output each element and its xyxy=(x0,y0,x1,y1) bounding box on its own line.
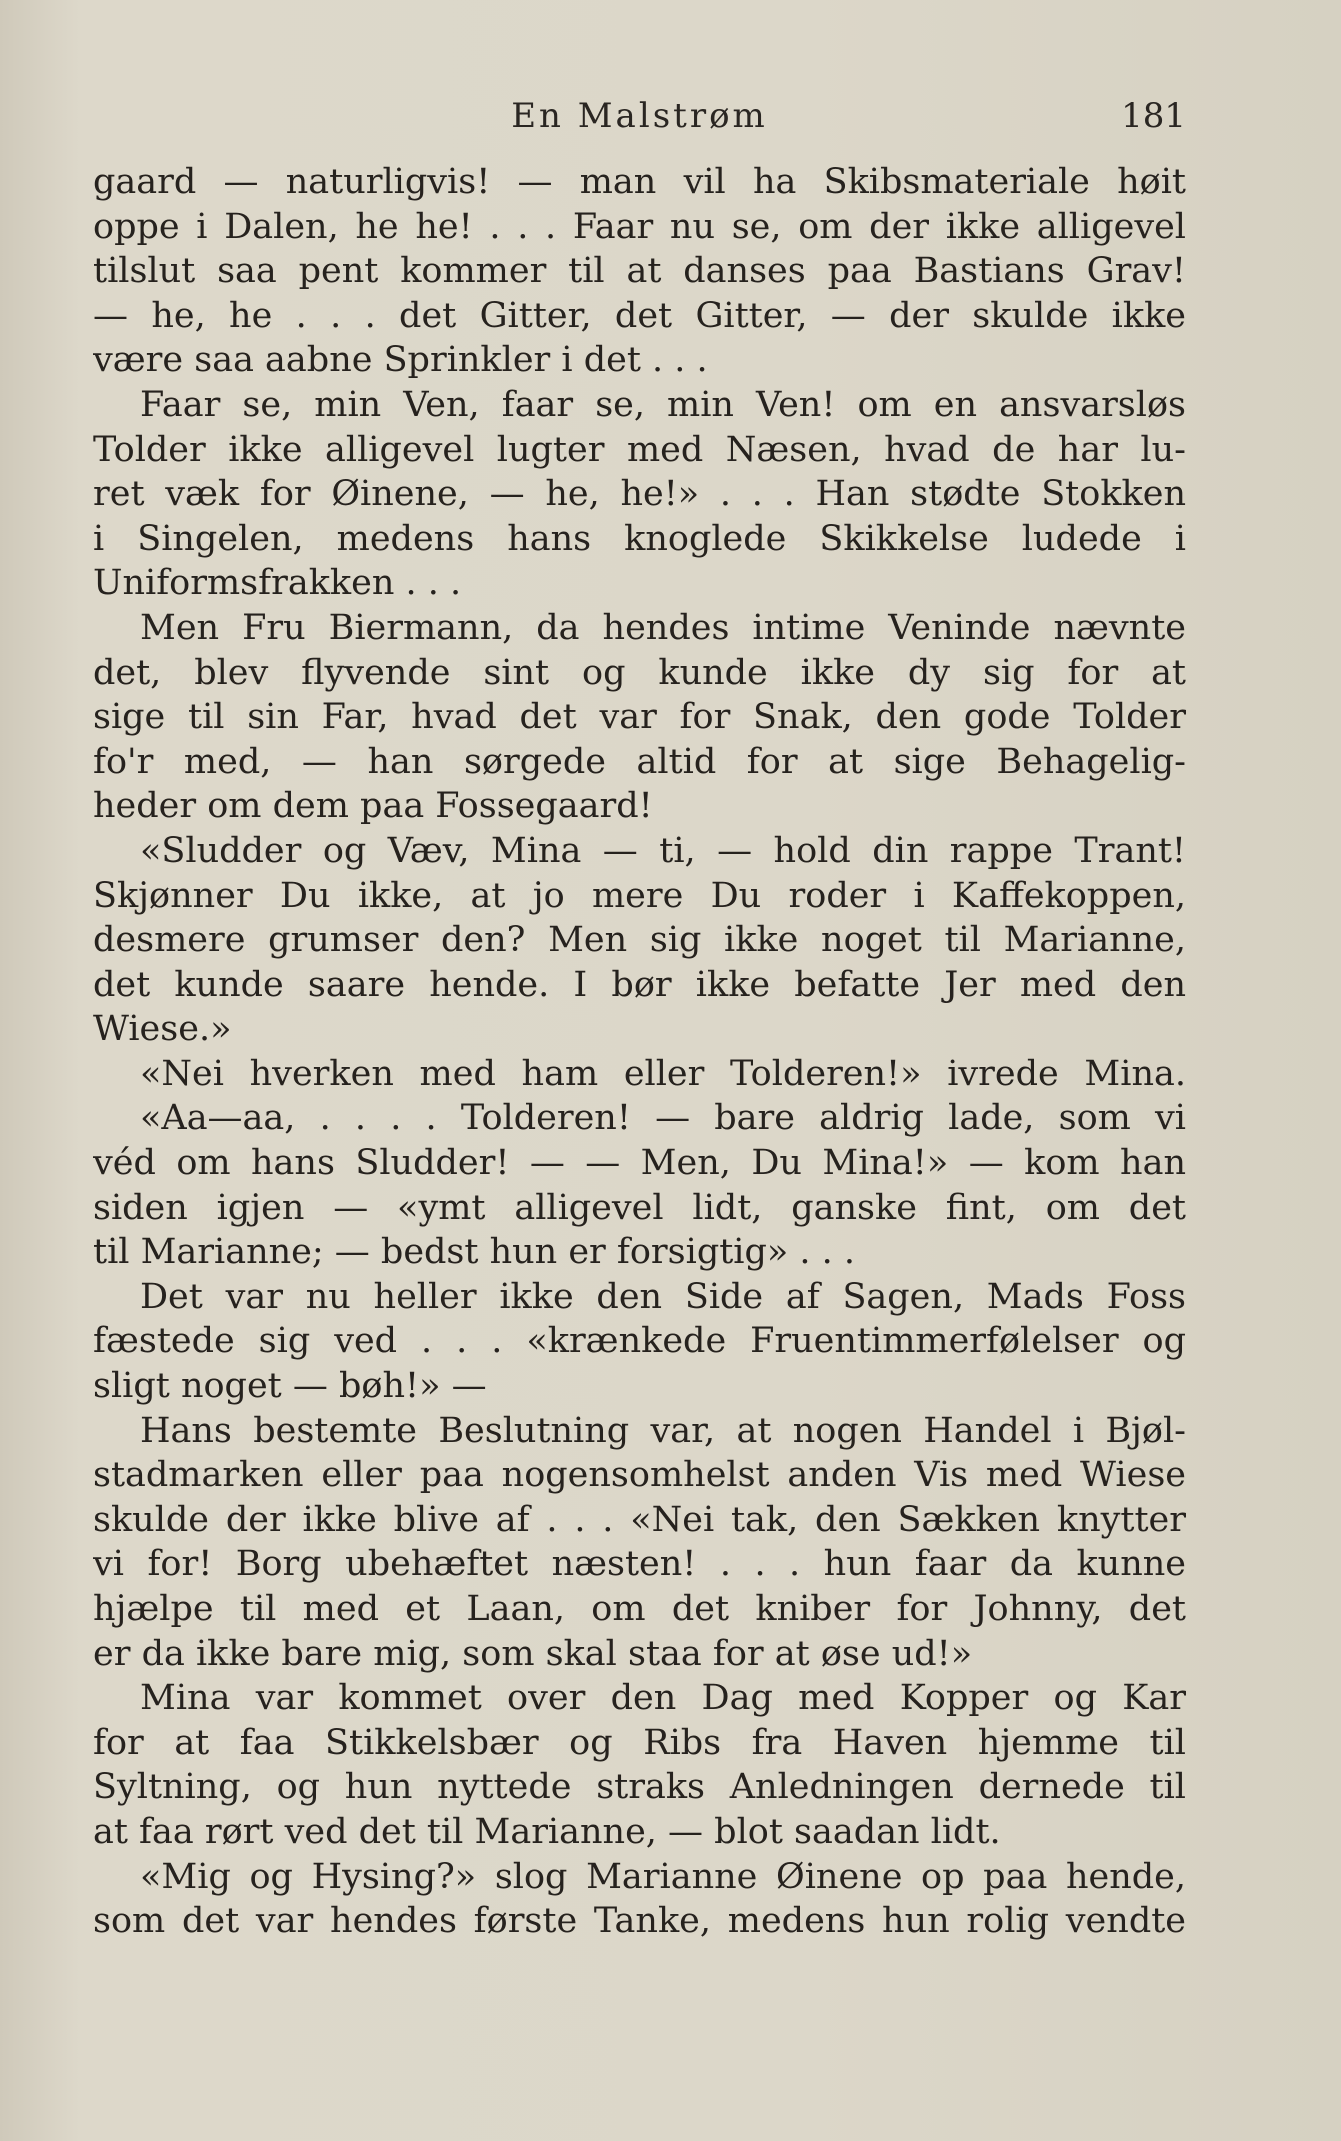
text-line: heder om dem paa Fossegaard! xyxy=(93,786,653,827)
text-line: gaard — naturligvis! — man vil ha Skibsmateriale høit xyxy=(93,162,1186,202)
text-line: fæstede sig ved . . . «krænkede Fruentimmerfølelser og xyxy=(93,1321,1186,1362)
text-line: det, blev flyvende sint og kunde ikke dy sig for at xyxy=(93,652,1186,693)
text-line: Hans bestemte Beslutning var, at nogen Handel i Bjøl- xyxy=(140,1410,1186,1451)
text-line: som det var hendes første Tanke, medens hun rolig vendte xyxy=(93,1901,1186,1942)
text-line: Tolder ikke alligevel lugter med Næsen, hvad de har lu- xyxy=(93,429,1186,470)
text-line: vi for! Borg ubehæftet næsten! . . . hun faar da kunne xyxy=(93,1544,1186,1585)
text-line: være saa aabne Sprinkler i det . . . xyxy=(93,340,708,381)
running-title: En Malstrøm xyxy=(511,96,768,136)
body-text xyxy=(93,160,1186,1944)
text-line: «Sludder og Væv, Mina — ti, — hold din rappe Trant! xyxy=(140,830,1186,871)
text-line: til Marianne; — bedst hun er forsigtig» . . . xyxy=(93,1232,856,1273)
text-line: Men Fru Biermann, da hendes intime Veninde nævnte xyxy=(140,607,1186,648)
text-line: siden igjen — «ymt alligevel lidt, ganske fint, om det xyxy=(93,1187,1186,1228)
text-line: stadmarken eller paa nogensomhelst anden Vis med Wiese xyxy=(93,1455,1186,1496)
page-number: 181 xyxy=(1121,96,1186,136)
text-line: tilslut saa pent kommer til at danses paa Bastians Grav! xyxy=(93,251,1186,292)
text-line: sligt noget — bøh!» — xyxy=(93,1366,487,1407)
text-line: for at faa Stikkelsbær og Ribs fra Haven hjemme til xyxy=(93,1722,1186,1763)
text-line: Uniformsfrakken . . . xyxy=(93,563,462,604)
text-line: Faar se, min Ven, faar se, min Ven! om en ansvarsløs xyxy=(140,384,1186,425)
text-line: det kunde saare hende. I bør ikke befatte Jer med den xyxy=(93,964,1186,1005)
page-header xyxy=(93,96,1186,146)
text-line: oppe i Dalen, he he! . . . Faar nu se, om der ikke alligevel xyxy=(93,206,1186,247)
text-line: Mina var kommet over den Dag med Kopper og Kar xyxy=(140,1678,1186,1719)
text-line: «Mig og Hysing?» slog Marianne Øinene op paa hende, xyxy=(140,1856,1186,1897)
text-line: Skjønner Du ikke, at jo mere Du roder i Kaffekoppen, xyxy=(93,875,1186,916)
text-line: fo'r med, — han sørgede altid for at sige Behagelig- xyxy=(93,741,1186,782)
text-line: desmere grumser den? Men sig ikke noget til Marianne, xyxy=(93,920,1186,961)
text-line: «Aa—aa, . . . . Tolderen! — bare aldrig lade, som vi xyxy=(140,1098,1186,1139)
text-line: sige til sin Far, hvad det var for Snak, den gode Tolder xyxy=(93,697,1186,738)
text-line: at faa rørt ved det til Marianne, — blot saadan lidt. xyxy=(93,1811,1001,1852)
text-line: Syltning, og hun nyttede straks Anledningen dernede til xyxy=(93,1767,1186,1808)
text-line: hjælpe til med et Laan, om det kniber for Johnny, det xyxy=(93,1589,1186,1629)
text-line: — he, he . . . det Gitter, det Gitter, — der skulde ikke xyxy=(93,295,1186,336)
text-line: i Singelen, medens hans knoglede Skikkelse ludede i xyxy=(93,518,1186,559)
text-line: er da ikke bare mig, som skal staa for at øse ud!» xyxy=(93,1633,973,1674)
text-line: skulde der ikke blive af . . . «Nei tak, den Sækken knytter xyxy=(93,1499,1186,1540)
text-line: ret væk for Øinene, — he, he!» . . . Han stødte Stokken xyxy=(93,474,1186,515)
text-line: Wiese.» xyxy=(93,1009,232,1050)
text-line: véd om hans Sludder! — — Men, Du Mina!» — kom han xyxy=(93,1143,1186,1184)
text-line: «Nei hverken med ham eller Tolderen!» ivrede Mina. xyxy=(140,1053,1186,1094)
text-line: Det var nu heller ikke den Side af Sagen, Mads Foss xyxy=(140,1276,1186,1317)
